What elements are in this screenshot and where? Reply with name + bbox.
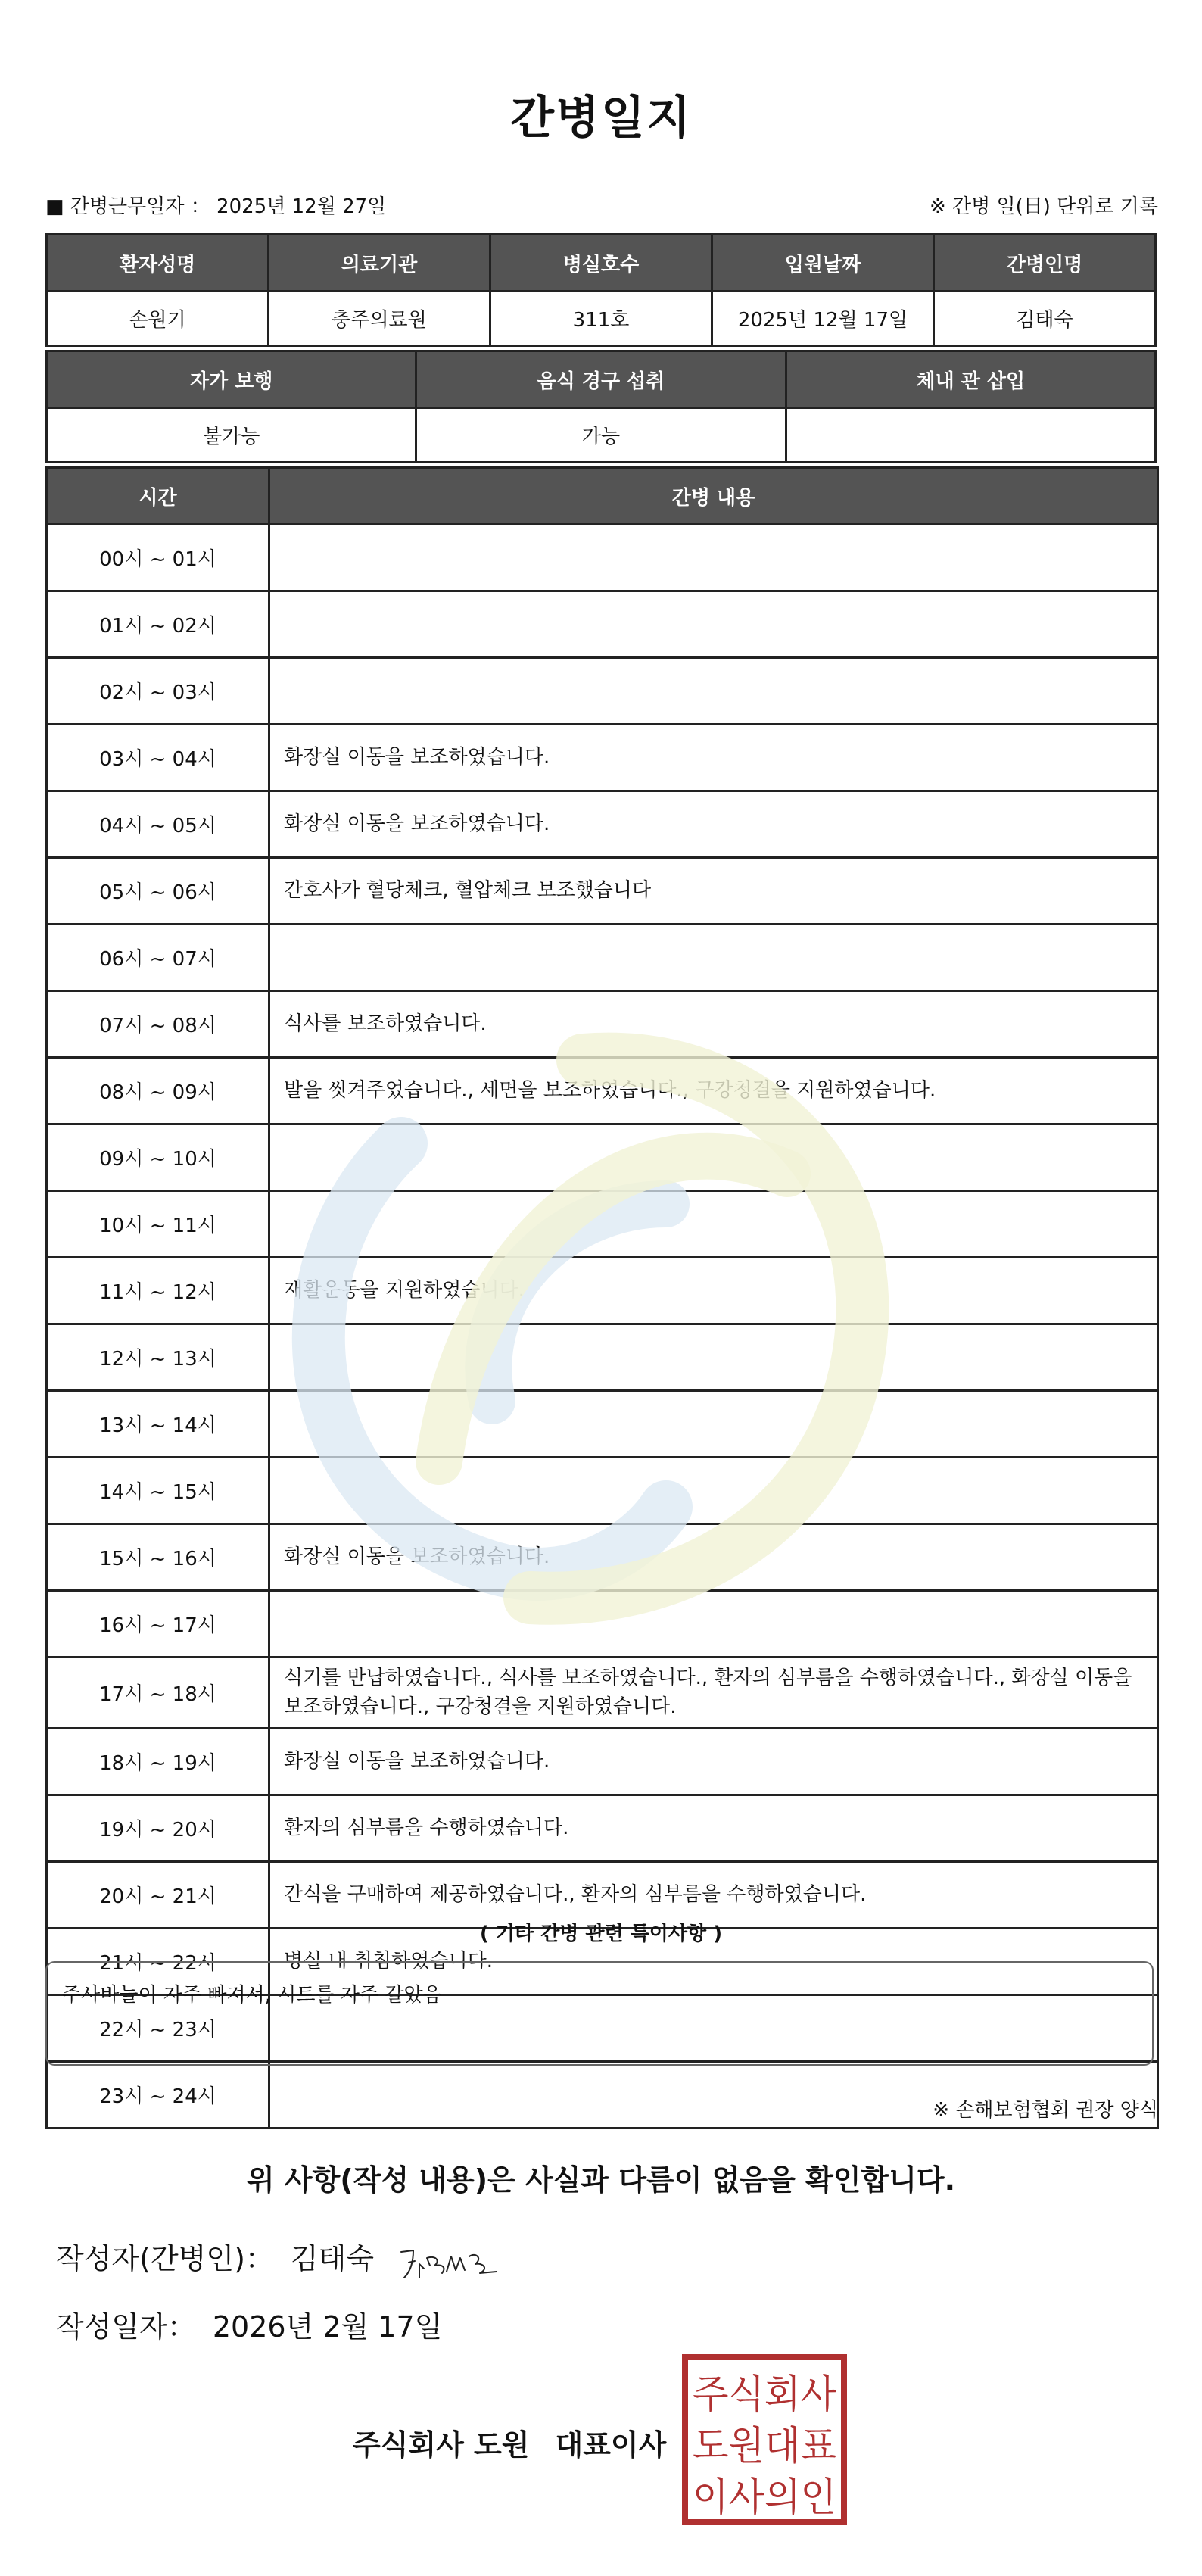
company-line (353, 2422, 666, 2463)
care-content-cell: 간호사가 혈당체크, 혈압체크 보조했습니다 (269, 858, 1158, 925)
svg-text:도원대표: 도원대표 (693, 2424, 836, 2469)
written-date: 2026년 2월 17일 (212, 2310, 443, 2344)
table-row (47, 991, 1158, 1058)
time-cell: 02시 ~ 03시 (47, 658, 269, 725)
time-cell: 14시 ~ 15시 (47, 1458, 269, 1524)
care-content-cell: 식사를 보조하였습니다. (269, 991, 1158, 1058)
author-name: 김태숙 (290, 2242, 375, 2275)
oral-intake: 가능 (416, 408, 786, 463)
table-row (47, 1524, 1158, 1591)
time-cell: 09시 ~ 10시 (47, 1124, 269, 1191)
table-row (47, 1058, 1158, 1124)
table-row (47, 858, 1158, 925)
care-content-cell (269, 1458, 1158, 1524)
time-cell: 08시 ~ 09시 (47, 1058, 269, 1124)
time-cell: 05시 ~ 06시 (47, 858, 269, 925)
header-caregiver-name: 간병인명 (934, 235, 1156, 292)
work-date: ■ 간병근무일자 ： 2025년 12월 27일 (45, 195, 387, 218)
time-cell: 01시 ~ 02시 (47, 591, 269, 658)
time-cell: 22시 ~ 23시 (47, 1995, 269, 2062)
self-walking: 불가능 (47, 408, 416, 463)
patient-info-table (45, 233, 1157, 347)
care-content-cell: 화장실 이동을 보조하였습니다. (269, 725, 1158, 791)
tube-insertion (786, 408, 1155, 463)
hospital: 충주의료원 (269, 292, 490, 346)
table-row (47, 525, 1158, 591)
care-content-cell (269, 658, 1158, 725)
record-note: ※ 간병 일(日) 단위로 기록 (929, 195, 1158, 218)
time-cell: 10시 ~ 11시 (47, 1191, 269, 1258)
time-cell: 07시 ~ 08시 (47, 991, 269, 1058)
admission-date: 2025년 12월 17일 (712, 292, 934, 346)
time-cell: 20시 ~ 21시 (47, 1862, 269, 1929)
table-row (47, 725, 1158, 791)
table-row (47, 1729, 1158, 1795)
time-cell: 21시 ~ 22시 (47, 1929, 269, 1995)
svg-text:주식회사: 주식회사 (693, 2372, 836, 2418)
care-content-cell: 환자의 심부름을 수행하였습니다. (269, 1795, 1158, 1862)
care-content-cell: 화장실 이동을 보조하였습니다. (269, 1729, 1158, 1795)
table-row (47, 1391, 1158, 1458)
care-content-cell: 화장실 이동을 보조하였습니다. (269, 1524, 1158, 1591)
time-cell: 16시 ~ 17시 (47, 1591, 269, 1658)
svg-text:이사의인: 이사의인 (693, 2475, 836, 2521)
header-care-content: 간병 내용 (269, 468, 1158, 525)
table-row (47, 1591, 1158, 1658)
patient-name: 손원기 (47, 292, 269, 346)
page-title: 간병일지 (510, 92, 692, 145)
care-content-cell: 재활운동을 지원하였습니다. (269, 1258, 1158, 1324)
written-date-line (56, 2303, 442, 2345)
table-row (47, 1324, 1158, 1391)
care-content-cell (269, 525, 1158, 591)
care-content-cell: 병실 내 취침하였습니다. (269, 1929, 1158, 1995)
care-content-cell (269, 1124, 1158, 1191)
time-cell: 11시 ~ 12시 (47, 1258, 269, 1324)
form-footnote: ※ 손해보험협회 권장 양식 (933, 2099, 1158, 2122)
notes-title: ( 기타 간병 관련 특이사항 ) (479, 1923, 723, 1945)
table-row (47, 1258, 1158, 1324)
author-line (56, 2235, 374, 2277)
header-self-walking: 자가 보행 (47, 351, 416, 408)
care-content-cell: 간식을 구매하여 제공하였습니다., 환자의 심부름을 수행하였습니다. (269, 1862, 1158, 1929)
time-cell: 19시 ~ 20시 (47, 1795, 269, 1862)
header-room: 병실호수 (490, 235, 712, 292)
time-cell: 03시 ~ 04시 (47, 725, 269, 791)
care-content-cell: 식기를 반납하였습니다., 식사를 보조하였습니다., 환자의 심부름을 수행하였습니다., 화장실 이동을 보조하였습니다., 구강청결을 지원하였습니다. (269, 1658, 1158, 1729)
table-row (47, 925, 1158, 991)
care-content-cell: 발을 씻겨주었습니다., 세면을 보조하였습니다., 구강청결을 지원하였습니다. (269, 1058, 1158, 1124)
notes-content: 주사바늘이 자주 빠져서, 시트를 자주 갈았음 (62, 1984, 442, 2007)
header-hospital: 의료기관 (269, 235, 490, 292)
patient-status-table (45, 350, 1157, 463)
confirmation-statement: 위 사항(작성 내용)은 사실과 다름이 없음을 확인합니다. (246, 2163, 956, 2197)
time-cell: 13시 ~ 14시 (47, 1391, 269, 1458)
time-cell: 15시 ~ 16시 (47, 1524, 269, 1591)
notes-box (45, 1961, 1154, 2066)
table-row (47, 1795, 1158, 1862)
room-number: 311호 (490, 292, 712, 346)
care-content-cell (269, 1591, 1158, 1658)
header-oral-intake: 음식 경구 섭취 (416, 351, 786, 408)
written-date-label: 작성일자： (56, 2310, 196, 2344)
table-row (47, 791, 1158, 858)
time-cell: 17시 ~ 18시 (47, 1658, 269, 1729)
care-log-table (45, 466, 1159, 2129)
signature-image (397, 2235, 503, 2288)
care-content-cell (269, 1391, 1158, 1458)
care-content-cell (269, 591, 1158, 658)
table-row (47, 1458, 1158, 1524)
header-patient-name: 환자성명 (47, 235, 269, 292)
care-content-cell (269, 925, 1158, 991)
table-row (47, 1658, 1158, 1729)
header-admission-date: 입원날짜 (712, 235, 934, 292)
time-cell: 00시 ~ 01시 (47, 525, 269, 591)
table-row (47, 1191, 1158, 1258)
company-title: 대표이사 (555, 2428, 667, 2462)
time-cell: 04시 ~ 05시 (47, 791, 269, 858)
company-seal (681, 2353, 848, 2526)
time-cell: 12시 ~ 13시 (47, 1324, 269, 1391)
care-content-cell (269, 1191, 1158, 1258)
author-label: 작성자(간병인)： (56, 2242, 274, 2275)
table-row (47, 658, 1158, 725)
company-name: 주식회사 도원 (353, 2428, 530, 2462)
time-cell: 06시 ~ 07시 (47, 925, 269, 991)
table-row (47, 1124, 1158, 1191)
caregiver-name: 김태숙 (934, 292, 1156, 346)
header-time: 시간 (47, 468, 269, 525)
care-content-cell (269, 1324, 1158, 1391)
header-tube-insertion: 체내 관 삽입 (786, 351, 1155, 408)
time-cell: 18시 ~ 19시 (47, 1729, 269, 1795)
table-row (47, 591, 1158, 658)
time-cell: 23시 ~ 24시 (47, 2062, 269, 2128)
care-content-cell: 화장실 이동을 보조하였습니다. (269, 791, 1158, 858)
